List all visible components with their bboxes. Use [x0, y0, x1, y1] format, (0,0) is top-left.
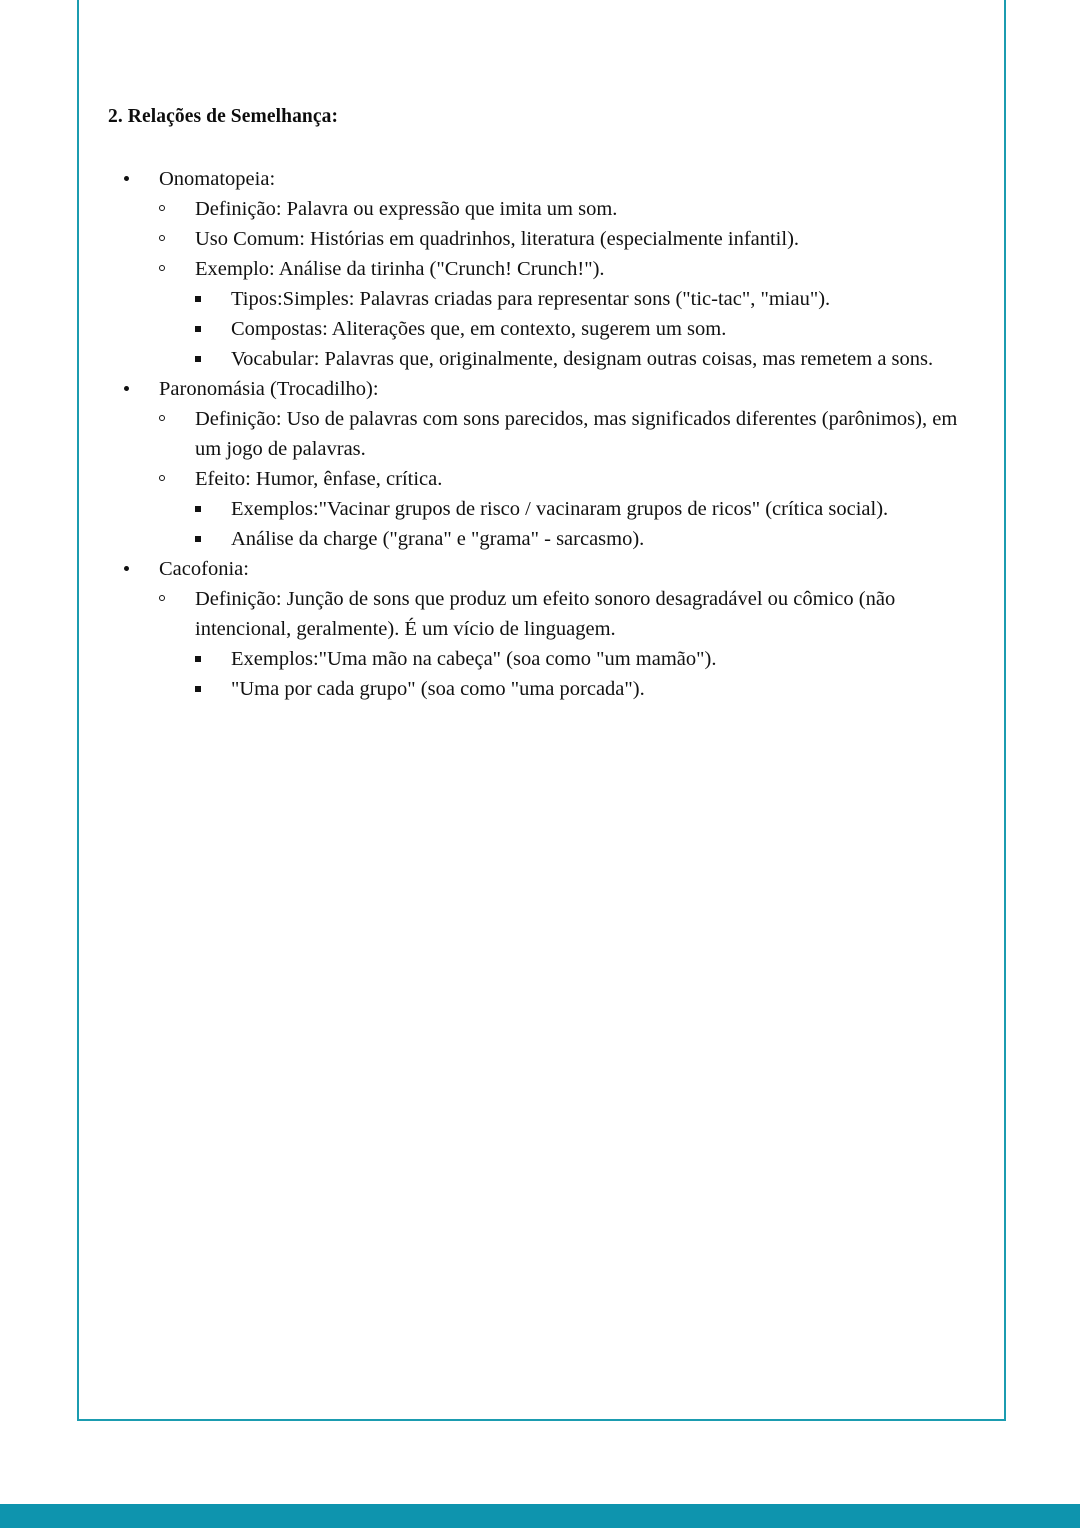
footer-accent-bar — [0, 1504, 1080, 1528]
list-item — [159, 404, 988, 464]
circle-bullet-icon — [159, 205, 165, 211]
outline-level-3 — [195, 284, 988, 374]
list-item — [159, 464, 988, 554]
circle-bullet-icon — [159, 415, 165, 421]
list-item — [159, 254, 988, 374]
list-item — [159, 224, 988, 254]
list-item — [124, 554, 988, 704]
page-title: 2. Relações de Semelhança: — [108, 106, 339, 127]
square-bullet-icon — [195, 296, 201, 302]
list-item-label: Compostas: Aliterações que, em contexto, sugerem um som. — [231, 318, 727, 340]
square-bullet-icon — [195, 536, 201, 542]
list-item-label: Definição: Palavra ou expressão que imita um som. — [195, 198, 618, 220]
list-item — [195, 284, 988, 314]
disc-bullet-icon — [124, 176, 129, 181]
document-content — [108, 104, 988, 704]
list-item-label: "Uma por cada grupo" (soa como "uma porcada"). — [231, 678, 645, 700]
list-item — [124, 164, 988, 374]
list-item — [159, 194, 988, 224]
circle-bullet-icon — [159, 475, 165, 481]
list-item-label: Vocabular: Palavras que, originalmente, designam outras coisas, mas remetem a sons. — [231, 348, 934, 370]
square-bullet-icon — [195, 686, 201, 692]
disc-bullet-icon — [124, 386, 129, 391]
square-bullet-icon — [195, 506, 201, 512]
list-item — [159, 584, 988, 704]
outline-level-2 — [159, 584, 988, 704]
circle-bullet-icon — [159, 235, 165, 241]
list-item — [195, 494, 988, 524]
list-item-label: Análise da charge ("grana" e "grama" - sarcasmo). — [231, 528, 645, 550]
list-item-label: Tipos:Simples: Palavras criadas para representar sons ("tic-tac", "miau"). — [231, 288, 831, 310]
list-item-label: Paronomásia (Trocadilho): — [159, 378, 379, 400]
list-item-label: Exemplos:"Vacinar grupos de risco / vacinaram grupos de ricos" (crítica social). — [231, 498, 889, 520]
list-item-label: Uso Comum: Histórias em quadrinhos, literatura (especialmente infantil). — [195, 228, 800, 250]
square-bullet-icon — [195, 656, 201, 662]
list-item-label: Onomatopeia: — [159, 168, 276, 190]
circle-bullet-icon — [159, 595, 165, 601]
list-item — [195, 644, 988, 674]
disc-bullet-icon — [124, 566, 129, 571]
list-item-label: Efeito: Humor, ênfase, crítica. — [195, 468, 443, 490]
list-item-label: Exemplo: Análise da tirinha ("Crunch! Crunch!"). — [195, 258, 605, 280]
outline-level-2 — [159, 194, 988, 374]
outline-level-1 — [108, 164, 988, 704]
list-item-label: Cacofonia: — [159, 558, 249, 580]
outline-level-3 — [195, 644, 988, 704]
square-bullet-icon — [195, 356, 201, 362]
list-item-label: Definição: Uso de palavras com sons parecidos, mas significados diferentes (parônimos), em um jogo de palavras. — [195, 408, 958, 460]
circle-bullet-icon — [159, 265, 165, 271]
list-item-label: Exemplos:"Uma mão na cabeça" (soa como "um mamão"). — [231, 648, 717, 670]
list-item — [195, 344, 988, 374]
outline-level-3 — [195, 494, 988, 554]
list-item — [195, 674, 988, 704]
list-item-label: Definição: Junção de sons que produz um efeito sonoro desagradável ou cômico (não intencional, geralmente). É um vício de linguagem. — [195, 588, 896, 640]
list-item — [124, 374, 988, 554]
list-item — [195, 314, 988, 344]
list-item — [195, 524, 988, 554]
square-bullet-icon — [195, 326, 201, 332]
outline-level-2 — [159, 404, 988, 554]
